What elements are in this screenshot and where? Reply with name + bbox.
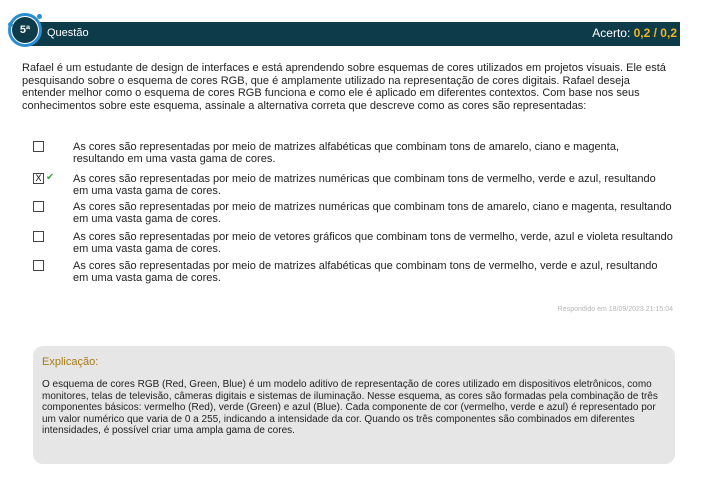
question-number: 5ª: [12, 17, 38, 43]
option-text: As cores são representadas por meio de matrizes numéricas que combinam tons de vermelho, verde e azul, resultando em uma vasta gama de cores.: [73, 173, 656, 197]
option-text: As cores são representadas por meio de vetores gráficos que combinam tons de vermelho, verde, azul e violeta resultando em uma vasta gama de cores.: [73, 231, 673, 255]
score-value: 0,2 / 0,2: [633, 26, 677, 40]
option-checkbox[interactable]: [33, 141, 44, 152]
check-icon: ✔: [46, 172, 55, 183]
score: [592, 26, 677, 40]
explanation-text: O esquema de cores RGB (Red, Green, Blue) é um modelo aditivo de representação de cores utilizado em dispositivos eletrônicos, como monitores, telas de televisão, câmeras digitais e sistemas de iluminação. Nesse esquema, as cores são formadas pela combinação de três componentes básicos: vermelho (Red), verde (Green) e azul (Blue). Cada componente de cor (vermelho, verde e azul) é representado por um valor numérico que varia de 0 a 255, indicando a intensidade da cor. Quando os três componentes são combinados em diferentes intensidades, é possível criar uma ampla gama de cores.: [42, 379, 658, 436]
option-checkbox[interactable]: [33, 231, 44, 242]
badge-dot-decoration: [37, 14, 42, 19]
header-title: Questão: [47, 27, 89, 39]
option-text: As cores são representadas por meio de matrizes numéricas que combinam tons de amarelo, ciano e magenta, resultando em uma vasta gama de cores.: [73, 201, 672, 225]
option-checkbox-checked[interactable]: X: [33, 173, 44, 184]
badge-dot-decoration: [8, 22, 13, 27]
score-label: Acerto:: [592, 26, 631, 40]
option-checkbox[interactable]: [33, 201, 44, 212]
question-number-badge: [8, 13, 42, 47]
option-text: As cores são representadas por meio de matrizes alfabéticas que combinam tons de vermelho, verde e azul, resultando em uma vasta gama de cores.: [73, 260, 658, 284]
option-checkbox[interactable]: [33, 260, 44, 271]
question-text: Rafael é um estudante de design de interfaces e está aprendendo sobre esquemas de cores utilizados em projetos visuais. Ele está pesquisando sobre o esquema de cores RGB, que é amplamente utilizado na representação de cores digitais. Rafael deseja entender melhor como o esquema de cores RGB funciona e como ele é aplicado em diferentes contextos. Com base nos seus conhecimentos sobre este esquema, assinale a alternativa correta que descreve como as cores são representadas:: [22, 62, 666, 112]
explanation-box: [33, 346, 675, 464]
option-text: As cores são representadas por meio de matrizes alfabéticas que combinam tons de amarelo, ciano e magenta, resultando em uma vasta gama de cores.: [73, 141, 620, 165]
explanation-title: Explicação:: [42, 356, 99, 368]
answered-timestamp: Respondido em 18/09/2023 21:15:04: [557, 306, 673, 313]
question-header-bar: [30, 22, 680, 46]
